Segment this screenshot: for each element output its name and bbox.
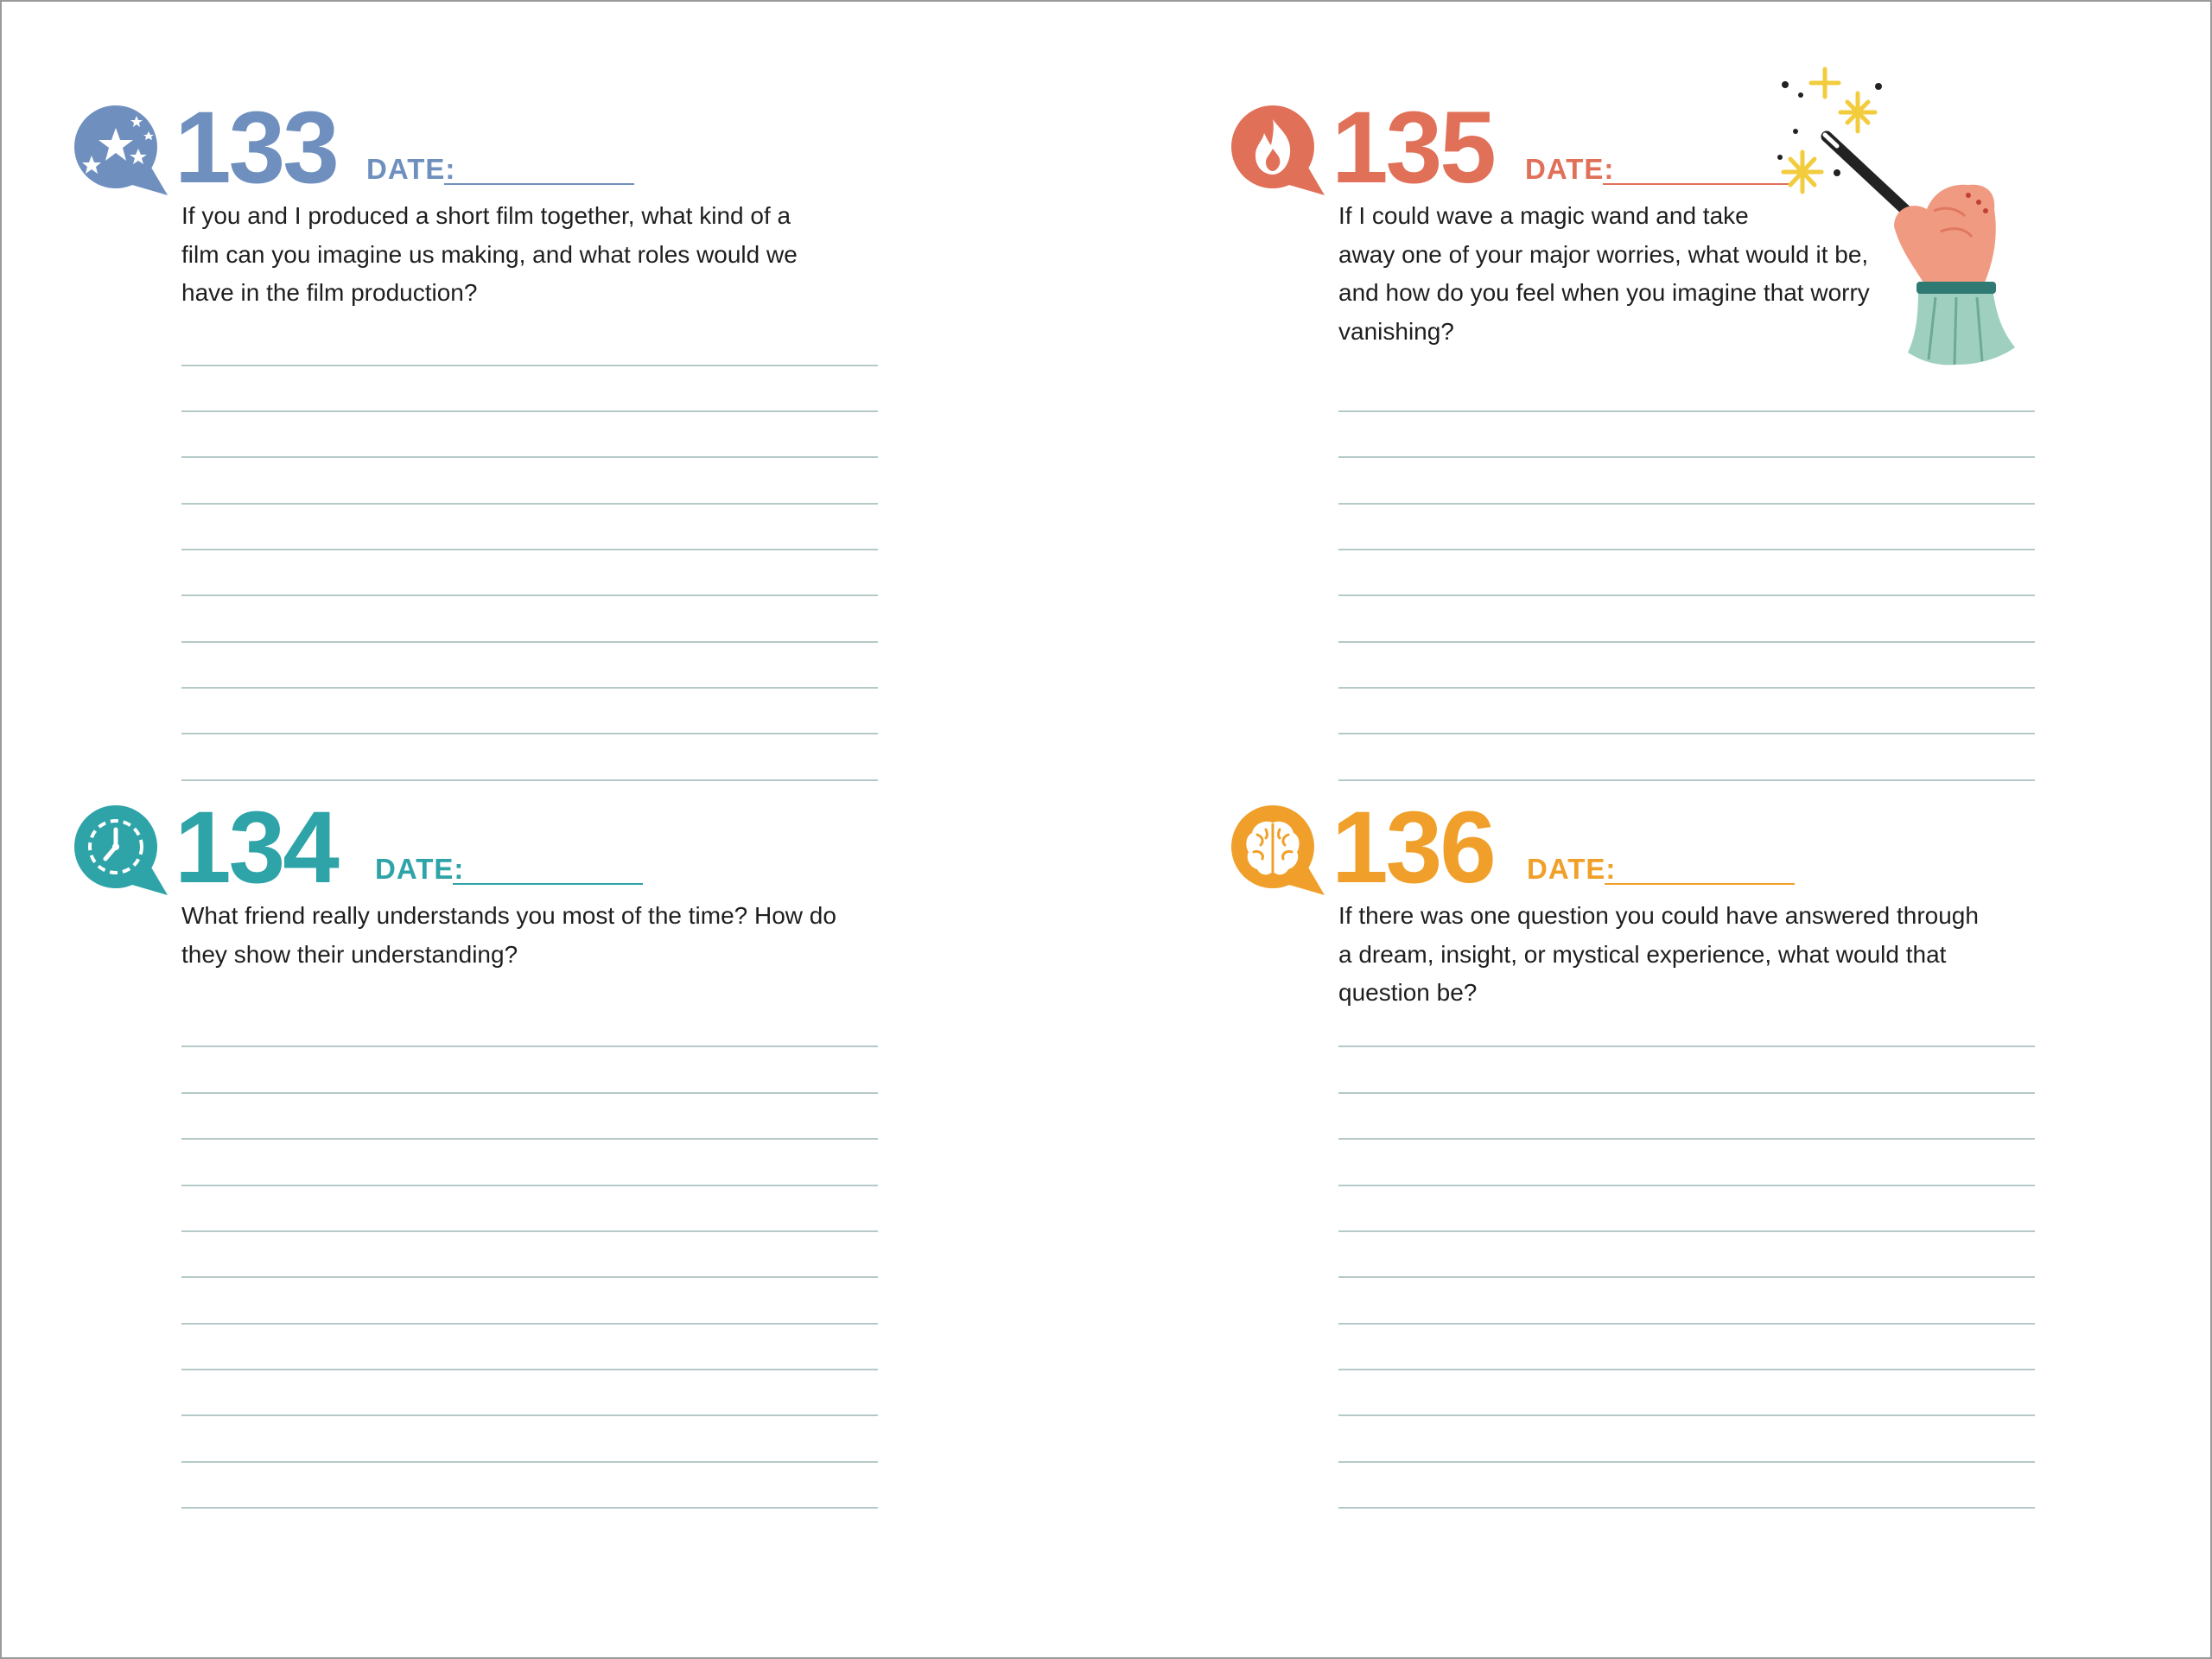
question-line: If there was one question you could have answered through bbox=[1338, 902, 1979, 929]
question-text bbox=[1338, 897, 2030, 1013]
date-field[interactable] bbox=[453, 883, 643, 885]
question-line: have in the film production? bbox=[181, 279, 478, 306]
stars-speech-bubble-icon bbox=[73, 104, 169, 200]
brain-speech-bubble-icon bbox=[1230, 804, 1326, 900]
question-line: away one of your major worries, what would it be, bbox=[1338, 240, 1869, 268]
date-field[interactable] bbox=[1605, 883, 1795, 885]
question-line: a dream, insight, or mystical experience, what would that bbox=[1338, 940, 1947, 968]
question-line: film can you imagine us making, and what roles would we bbox=[181, 240, 798, 268]
date-label: DATE: bbox=[366, 153, 456, 185]
question-line: question be? bbox=[1338, 979, 1478, 1006]
prompt-number: 134 bbox=[175, 791, 337, 905]
question-text bbox=[181, 897, 873, 974]
date-field[interactable] bbox=[444, 183, 634, 185]
question-line: If you and I produced a short film together, what kind of a bbox=[181, 202, 791, 229]
flame-speech-bubble-icon bbox=[1230, 104, 1326, 200]
question-line: If I could wave a magic wand and take bbox=[1338, 202, 1749, 229]
question-line: and how do you feel when you imagine that worry bbox=[1338, 279, 1870, 306]
question-text bbox=[181, 197, 838, 313]
date-label: DATE: bbox=[375, 853, 465, 885]
question-line: vanishing? bbox=[1338, 317, 1454, 345]
date-label: DATE: bbox=[1527, 853, 1617, 885]
prompt-number: 135 bbox=[1332, 91, 1494, 205]
clock-speech-bubble-icon bbox=[73, 804, 169, 900]
prompt-number: 133 bbox=[175, 91, 337, 205]
prompt-number: 136 bbox=[1332, 791, 1494, 905]
date-label: DATE: bbox=[1525, 153, 1615, 185]
hand-with-magic-wand-icon bbox=[1764, 62, 2093, 391]
question-line: they show their understanding? bbox=[181, 940, 518, 968]
question-line: What friend really understands you most of the time? How do bbox=[181, 902, 836, 929]
